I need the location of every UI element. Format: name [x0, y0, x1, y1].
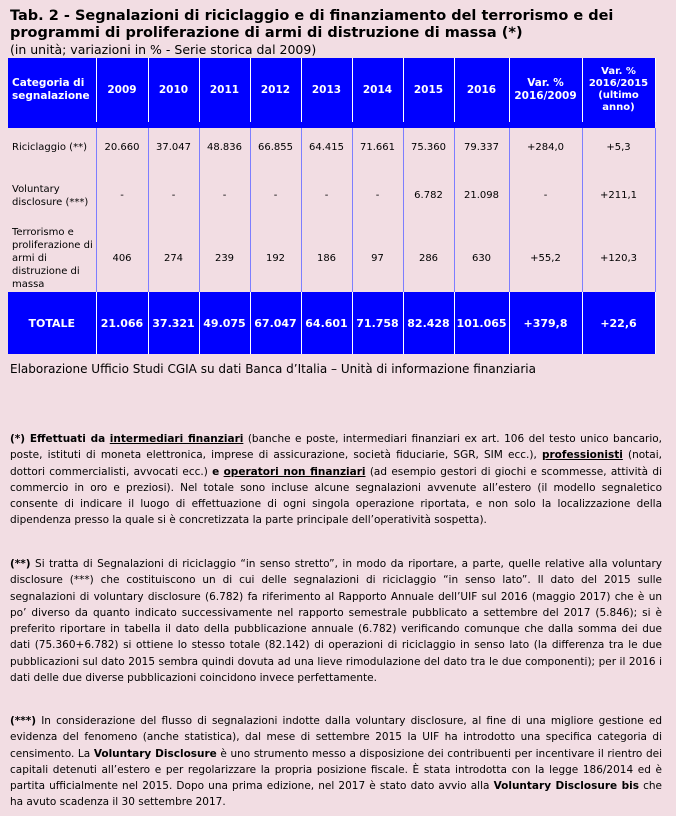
table-header-row	[8, 58, 655, 122]
source-note: Elaborazione Ufficio Studi CGIA su dati Banca d’Italia – Unità di informazione finanziaria	[10, 362, 536, 376]
footnote-1	[10, 431, 662, 529]
header-year: 2010	[148, 58, 199, 122]
cell-var-a: +284,0	[509, 128, 582, 167]
term-professionisti: professionisti	[541, 449, 623, 462]
data-table	[8, 58, 656, 354]
table-row	[8, 128, 655, 167]
cell-value: 66.855	[250, 128, 301, 167]
header-year: 2013	[301, 58, 352, 122]
page-subtitle: (in unità; variazioni in % - Serie storica dal 2009)	[10, 42, 317, 57]
footnote-text: (ad esempio gestori di giochi e scommesse, attività di commercio in oro e preziosi). Nel totale sono incluse alcune segnalazioni avvenute all’estero (il modello segnaletico consente di indicare il luogo di effettuazione di ogni singola operazione riportata, e non solo la localizzazione della dipendenza presso la quale si è concretizzata la parte principale dell’operatività sospetta).	[10, 465, 662, 527]
footnote-text: che ha avuto scadenza il 30 settembre 2017.	[10, 780, 662, 809]
total-var-b: +22,6	[582, 292, 655, 354]
row-category: Voluntary disclosure (***)	[8, 167, 96, 224]
cell-value: 406	[96, 224, 148, 292]
header-category: Categoria di segnalazione	[8, 58, 96, 122]
footnote-mark: (*) Effettuati da	[10, 433, 106, 445]
term-voluntary-disclosure-bis: Voluntary Disclosure bis	[493, 780, 639, 793]
term-operatori: operatori non finanziari	[223, 465, 366, 478]
header-year: 2015	[403, 58, 454, 122]
term-voluntary-disclosure: Voluntary Disclosure	[93, 747, 217, 760]
cell-var-b: +5,3	[582, 128, 655, 167]
cell-value: -	[250, 167, 301, 224]
table-row	[8, 167, 655, 224]
cell-value: -	[96, 167, 148, 224]
cell-value: 37.047	[148, 128, 199, 167]
footnote-text: In considerazione del flusso di segnalazioni indotte dalla voluntary disclosure, al fine di una migliore gestione ed evidenza del fenomeno (anche statistica), dal mese di settembre 2015 la UIF ha introdotto una specifica categoria di censimento. La	[10, 715, 662, 760]
header-year: 2016	[454, 58, 509, 122]
row-category: Terrorismo e proliferazione di armi di distruzione di massa	[8, 224, 96, 292]
cell-value: 239	[199, 224, 250, 292]
total-var-a: +379,8	[509, 292, 582, 354]
total-value: 37.321	[148, 292, 199, 354]
cell-value: 21.098	[454, 167, 509, 224]
row-category: Riciclaggio (**)	[8, 128, 96, 167]
cell-value: -	[352, 167, 403, 224]
cell-value: 192	[250, 224, 301, 292]
term-intermediari: intermediari finanziari	[109, 433, 244, 445]
header-var-2016-2015: Var. % 2016/2015 (ultimo anno)	[582, 58, 655, 122]
cell-var-b: +120,3	[582, 224, 655, 292]
footnote-mark: (**)	[10, 558, 31, 570]
footnote-mark: (***)	[10, 715, 37, 727]
cell-var-b: +211,1	[582, 167, 655, 224]
total-value: 64.601	[301, 292, 352, 354]
cell-value: 6.782	[403, 167, 454, 224]
footnote-conj: e	[212, 465, 220, 478]
footnote-text: (notai, dottori commercialisti, avvocati ecc.)	[10, 449, 662, 478]
footnote-text: Si tratta di Segnalazioni di riciclaggio “in senso stretto”, in modo da riportare, a parte, quelle relative alla voluntary disclosure (***) che costituiscono un di cui delle segnalazioni di riciclaggio “in senso lato”. Il dato del 2015 sulle segnalazioni di voluntary disclosure (6.782) fa riferimento al Rapporto Annuale dell’UIF sul 2016 (maggio 2017) che è un po’ diverso da quanto indicato successivamente nel rapporto semestrale pubblicato a settembre del 2017 (5.846); si è preferito riportare in tabella il dato della pubblicazione annuale (6.782) verificando comunque che dalla somma dei due dati (75.360+6.782) si ottiene lo stesso totale (82.142) di operazioni di riciclaggio in senso lato (la differenza tra le due pubblicazioni sul dato 2015 sembra quindi dovuta ad una lieve rimodulazione del dato tra le due componenti); per il 2016 i dati delle due diverse pubblicazioni coincidono invece perfettamente.	[10, 558, 662, 685]
total-label: TOTALE	[8, 292, 96, 354]
cell-value: 20.660	[96, 128, 148, 167]
total-value: 21.066	[96, 292, 148, 354]
cell-value: -	[199, 167, 250, 224]
header-year: 2009	[96, 58, 148, 122]
header-year: 2012	[250, 58, 301, 122]
cell-value: -	[148, 167, 199, 224]
total-row	[8, 292, 655, 354]
cell-value: 71.661	[352, 128, 403, 167]
cell-value: 48.836	[199, 128, 250, 167]
cell-value: 79.337	[454, 128, 509, 167]
cell-var-a: +55,2	[509, 224, 582, 292]
cell-value: 286	[403, 224, 454, 292]
table-row	[8, 224, 655, 292]
total-value: 49.075	[199, 292, 250, 354]
page-title: Tab. 2 - Segnalazioni di riciclaggio e di finanziamento del terrorismo e dei programmi di proliferazione di armi di distruzione di massa (*)	[10, 8, 614, 41]
header-year: 2014	[352, 58, 403, 122]
cell-var-a: -	[509, 167, 582, 224]
cell-value: 630	[454, 224, 509, 292]
cell-value: 186	[301, 224, 352, 292]
cell-value: 75.360	[403, 128, 454, 167]
footnote-2	[10, 556, 662, 686]
header-var-2016-2009: Var. % 2016/2009	[509, 58, 582, 122]
cell-value: 97	[352, 224, 403, 292]
total-value: 101.065	[454, 292, 509, 354]
header-year: 2011	[199, 58, 250, 122]
total-value: 82.428	[403, 292, 454, 354]
total-value: 71.758	[352, 292, 403, 354]
cell-value: 274	[148, 224, 199, 292]
cell-value: 64.415	[301, 128, 352, 167]
footnote-text: è uno strumento messo a disposizione dei contribuenti per incentivare il rientro dei capitali detenuti all’estero e per regolarizzare la propria posizione fiscale. È stata introdotta con la legge 186/2014 ed è partita ufficialmente nel 2015. Dopo una prima edizione, nel 2017 è stato dato avvio alla	[10, 747, 662, 793]
footnote-3	[10, 713, 662, 811]
total-value: 67.047	[250, 292, 301, 354]
footnote-text: (banche e poste, intermediari finanziari ex art. 106 del testo unico bancario, poste, istituti di moneta elettronica, imprese di assicurazione, società fiduciarie, SGR, SIM ecc.),	[10, 433, 662, 462]
cell-value: -	[301, 167, 352, 224]
